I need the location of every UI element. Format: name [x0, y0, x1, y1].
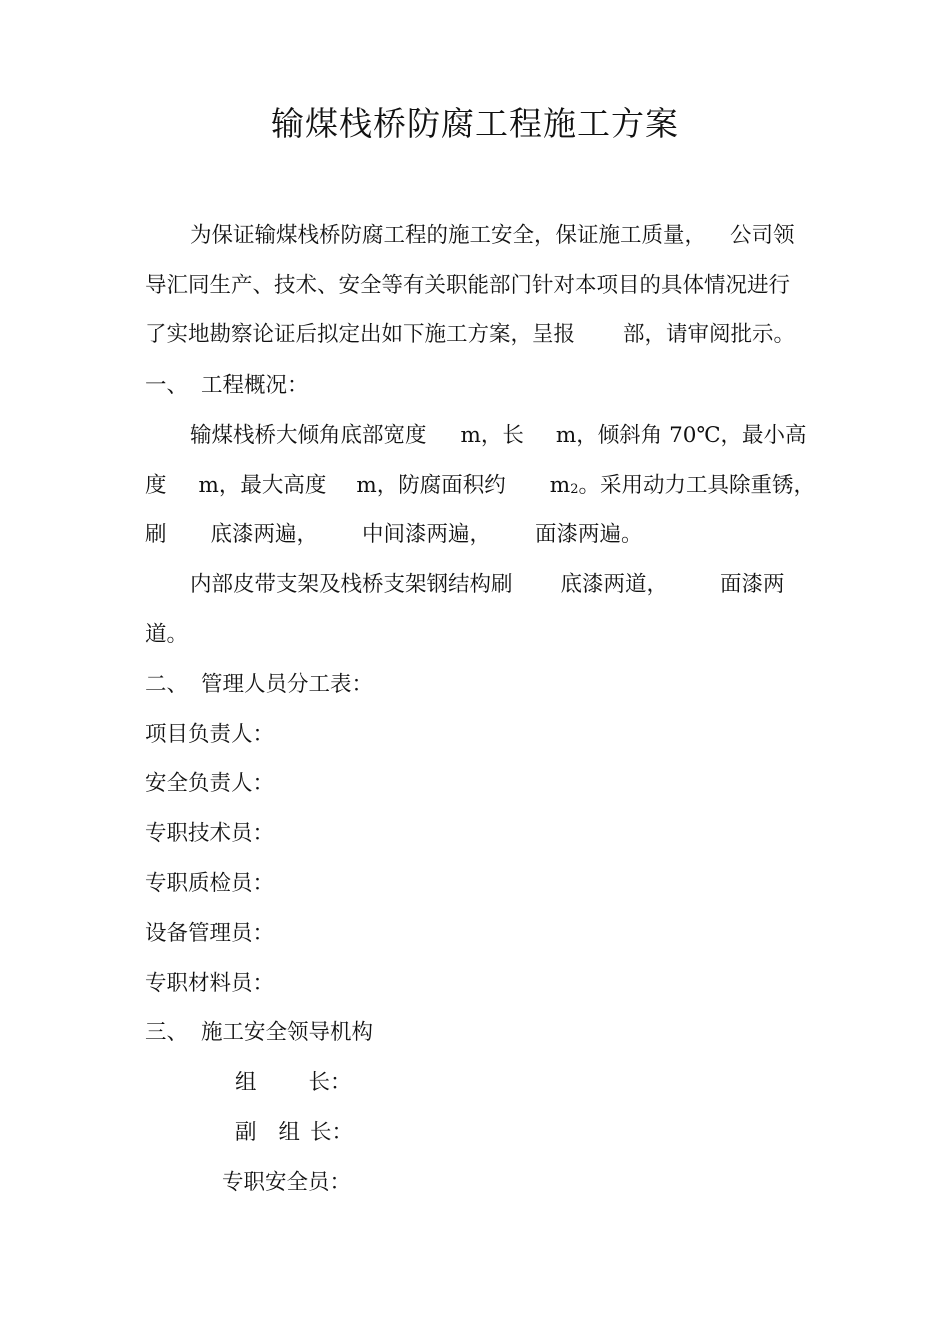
org-deputy-leader: 副 组 长：: [235, 1120, 354, 1145]
role-material-clerk: 专职材料员：: [145, 971, 275, 996]
role-equipment-manager: 设备管理员：: [145, 921, 275, 946]
intro-line-1: 为保证输煤栈桥防腐工程的施工安全，保证施工质量， 公司领: [190, 223, 795, 248]
intro-line-2: 导汇同生产、技术、安全等有关职能部门针对本项目的具体情况进行: [145, 273, 791, 298]
section-2-heading: 二、 管理人员分工表：: [145, 672, 374, 697]
overview-line-3: 刷 底漆两遍， 中间漆两遍， 面漆两遍。: [145, 522, 643, 547]
role-technician: 专职技术员：: [145, 821, 275, 846]
overview-line-2: 度 m，最大高度 m，防腐面积约 $m_2$。采用动力工具除重锈，: [145, 473, 815, 498]
overview-line-5: 道。: [145, 622, 189, 647]
section-3-heading: 三、 施工安全领导机构: [145, 1020, 374, 1045]
section-1-heading: 一、 工程概况：: [145, 373, 309, 398]
org-leader: 组 长：: [235, 1070, 352, 1095]
role-quality-inspector: 专职质检员：: [145, 871, 275, 896]
overview-line-1: 输煤栈桥大倾角底部宽度 m，长 m，倾斜角 70℃，最小高: [190, 423, 807, 448]
overview-line-4: 内部皮带支架及栈桥支架钢结构刷 底漆两道， 面漆两: [190, 572, 785, 597]
role-safety-manager: 安全负责人：: [145, 771, 275, 796]
intro-line-3: 了实地勘察论证后拟定出如下施工方案，呈报 部，请审阅批示。: [145, 322, 796, 347]
document-title: 输煤栈桥防腐工程施工方案: [271, 104, 679, 143]
role-project-manager: 项目负责人：: [145, 722, 275, 747]
org-safety-officer: 专职安全员：: [222, 1170, 352, 1195]
